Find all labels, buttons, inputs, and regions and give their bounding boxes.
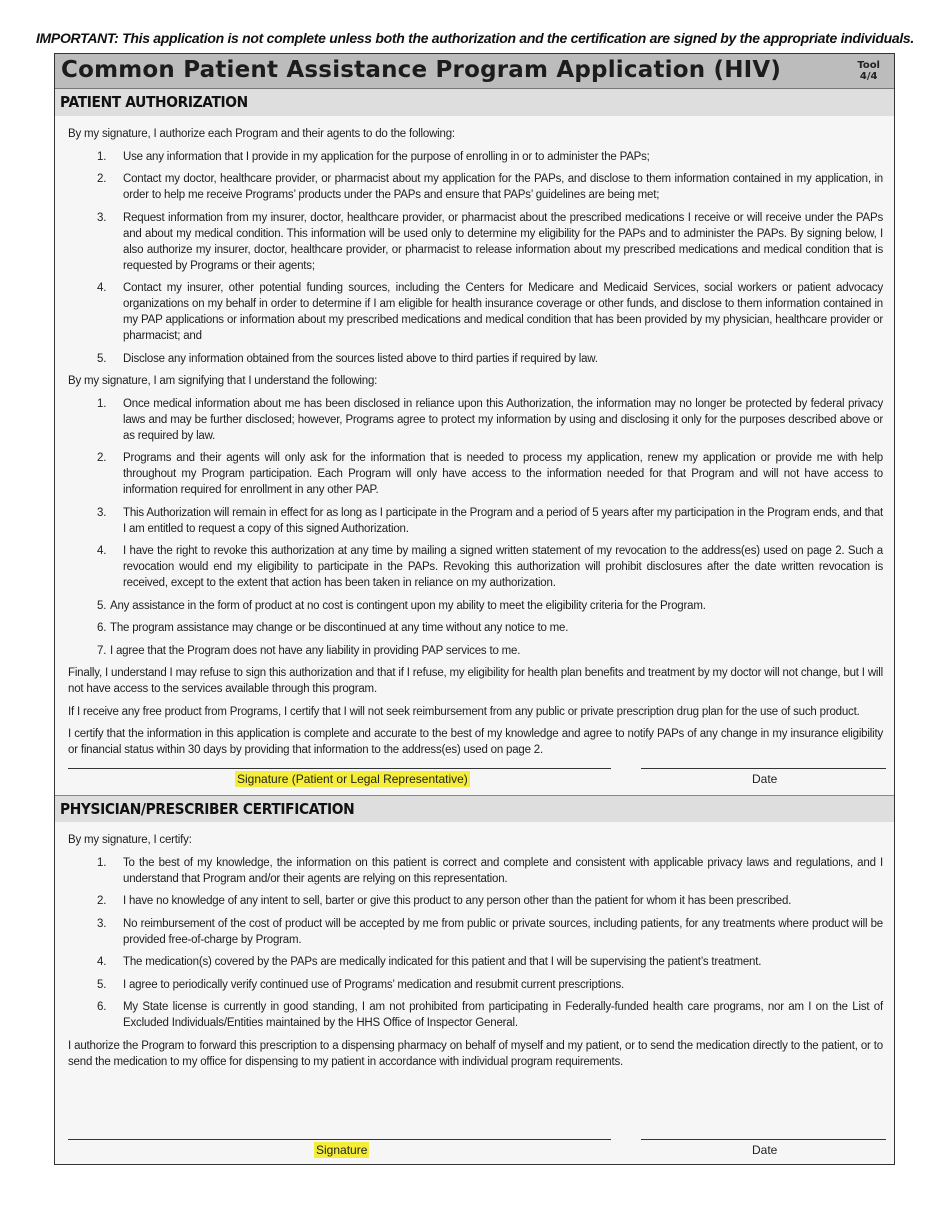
list-item: 6. My State license is currently in good standing, I am not prohibited from participating in Federally-funded health care programs, nor am I on the List of Excluded Individuals/Entities maintained by the HHS Office of Inspector General. bbox=[97, 1001, 883, 1029]
certification-intro: By my signature, I certify: bbox=[68, 834, 192, 846]
list-item: 2. Contact my doctor, healthcare provider, or pharmacist about my application for the PAPs, and disclose to them information contained in my application, in order to help me receive Programs’ products under the PAPs and ensure that PAPs’ guidelines are being met; bbox=[97, 173, 883, 201]
list-item: 2. I have no knowledge of any intent to sell, barter or give this product to any person other than the patient for whom it has been prescribed. bbox=[97, 895, 792, 907]
closing-paragraph: I certify that the information in this application is complete and accurate to the best of my knowledge and agree to notify PAPs of any change in my insurance eligibility or financial status within 30 days by providing that information to the address(es) used on page 2. bbox=[68, 728, 883, 756]
physician-signature-label: Signature bbox=[316, 1143, 368, 1157]
physician-certification-heading: PHYSICIAN/PRESCRIBER CERTIFICATION bbox=[55, 795, 894, 822]
closing-paragraph: If I receive any free product from Programs, I certify that I will not seek reimbursement from any public or private prescription drug plan for the use of such product. bbox=[68, 705, 860, 718]
list-item: 4. The medication(s) covered by the PAPs are medically indicated for this patient and that I will be supervising the patient’s treatment. bbox=[97, 956, 762, 968]
understand-list bbox=[68, 396, 883, 592]
list-item: 3. This Authorization will remain in effect for as long as I participate in the Program and a period of 5 years after my participation in the Program ends, and that I am entitled to request a copy of this signed Authorization. bbox=[97, 506, 883, 535]
important-notice: IMPORTANT: This application is not complete unless both the authorization and the certification are signed by the appropriate individuals. bbox=[35, 30, 915, 46]
list-item: 1. Use any information that I provide in my application for the purpose of enrolling in or to administer the PAPs; bbox=[97, 150, 650, 163]
application-form bbox=[54, 53, 895, 1165]
physician-date-line[interactable] bbox=[641, 1139, 886, 1140]
page-title: Common Patient Assistance Program Application (HIV) bbox=[61, 57, 782, 83]
tool-page-number: 4/4 bbox=[859, 71, 878, 82]
list-item: 5. Any assistance in the form of product at no cost is contingent upon my ability to meet the eligibility criteria for the Program. bbox=[97, 599, 706, 612]
list-item: 4. Contact my insurer, other potential funding sources, including the Centers for Medicare and Medicaid Services, social workers or patient advocacy organizations on my behalf in order to determine if I am eligible for health insurance coverage or other funds, and disclose to them information contained in my PAP applications or information about my prescribed medications and medical condition that has been provided by my physician, healthcare provider or pharmacist; and bbox=[97, 282, 883, 342]
understand-list-continued bbox=[68, 598, 883, 659]
list-item: 3. Request information from my insurer, doctor, healthcare provider, or pharmacist about the prescribed medications I receive or will receive under the PAPs and about my medical condition. This information will be used only to determine my eligibility for the PAPs and to administer the PAPs. By signing below, I also authorize my insurer, doctor, healthcare provider, or pharmacist to release information about my prescribed medications and medical condition that is requested by Programs or their agents; bbox=[97, 211, 883, 272]
physician-date-label: Date bbox=[752, 1143, 778, 1157]
list-item: 6. The program assistance may change or be discontinued at any time without any notice to me. bbox=[97, 622, 569, 634]
list-item: 5. Disclose any information obtained from the sources listed above to third parties if required by law. bbox=[97, 352, 598, 365]
certification-body bbox=[68, 832, 883, 1076]
patient-authorization-heading: PATIENT AUTHORIZATION bbox=[55, 89, 894, 116]
list-item: 1. Once medical information about me has been disclosed in reliance upon this Authorization, the information may no longer be protected by federal privacy laws and may be further disclosed; however, Programs agree to protect my information by using and disclosing it only for the purposes described above or as required by law. bbox=[97, 397, 883, 442]
certification-closing: I authorize the Program to forward this prescription to a dispensing pharmacy on behalf of myself and my patient, or to send the medication directly to the patient, or to send the medication to my office for dispensing to my patient in accordance with individual program requirements. bbox=[68, 1039, 883, 1068]
certification-list bbox=[68, 855, 883, 1032]
tool-label: Tool bbox=[857, 60, 880, 71]
patient-signature-label: Signature (Patient or Legal Representative) bbox=[237, 772, 468, 786]
list-item: 2. Programs and their agents will only ask for the information that is needed to process my application, renew my application or provide me with help throughout my Program participation. Each Program will only have access to the information needed for that Program and will not have access to information required for enrollment in any other PAP. bbox=[97, 452, 883, 496]
authorization-intro: By my signature, I authorize each Program and their agents to do the following: bbox=[68, 128, 455, 140]
title-bar bbox=[55, 54, 894, 89]
list-item: 5. I agree to periodically verify continued use of Programs’ medication and resubmit current prescriptions. bbox=[97, 978, 624, 991]
patient-signature-line[interactable] bbox=[68, 768, 611, 769]
tool-page-indicator bbox=[857, 60, 880, 82]
physician-signature-line[interactable] bbox=[68, 1139, 611, 1140]
patient-date-line[interactable] bbox=[641, 768, 886, 769]
closing-paragraph: Finally, I understand I may refuse to sign this authorization and that if I refuse, my eligibility for health plan benefits and treatment by my doctor will not change, but I will not have access to the services available through this program. bbox=[68, 667, 883, 695]
authorization-body bbox=[68, 126, 883, 765]
list-item: 4. I have the right to revoke this authorization at any time by mailing a signed written statement of my revocation to the address(es) used on page 2. Such a revocation would end my eligibility to participate in the PAPs. Revoking this authorization will prohibit disclosures after the date written revocation is received, except to the extent that action has been taken in reliance on my authorization. bbox=[97, 545, 883, 589]
patient-date-label: Date bbox=[752, 772, 778, 786]
authorization-list bbox=[68, 149, 883, 367]
list-item: 3. No reimbursement of the cost of product will be accepted by me from public or private sources, including patients, for any treatments where product will be provided free-of-charge by Program. bbox=[97, 917, 883, 946]
list-item: 1. To the best of my knowledge, the information on this patient is correct and complete and consistent with applicable privacy laws and regulations, and I understand that Program and/or their agents are relying on this representation. bbox=[97, 856, 883, 885]
understand-intro: By my signature, I am signifying that I understand the following: bbox=[68, 375, 378, 387]
list-item: 7. I agree that the Program does not have any liability in providing PAP services to me. bbox=[97, 644, 521, 657]
